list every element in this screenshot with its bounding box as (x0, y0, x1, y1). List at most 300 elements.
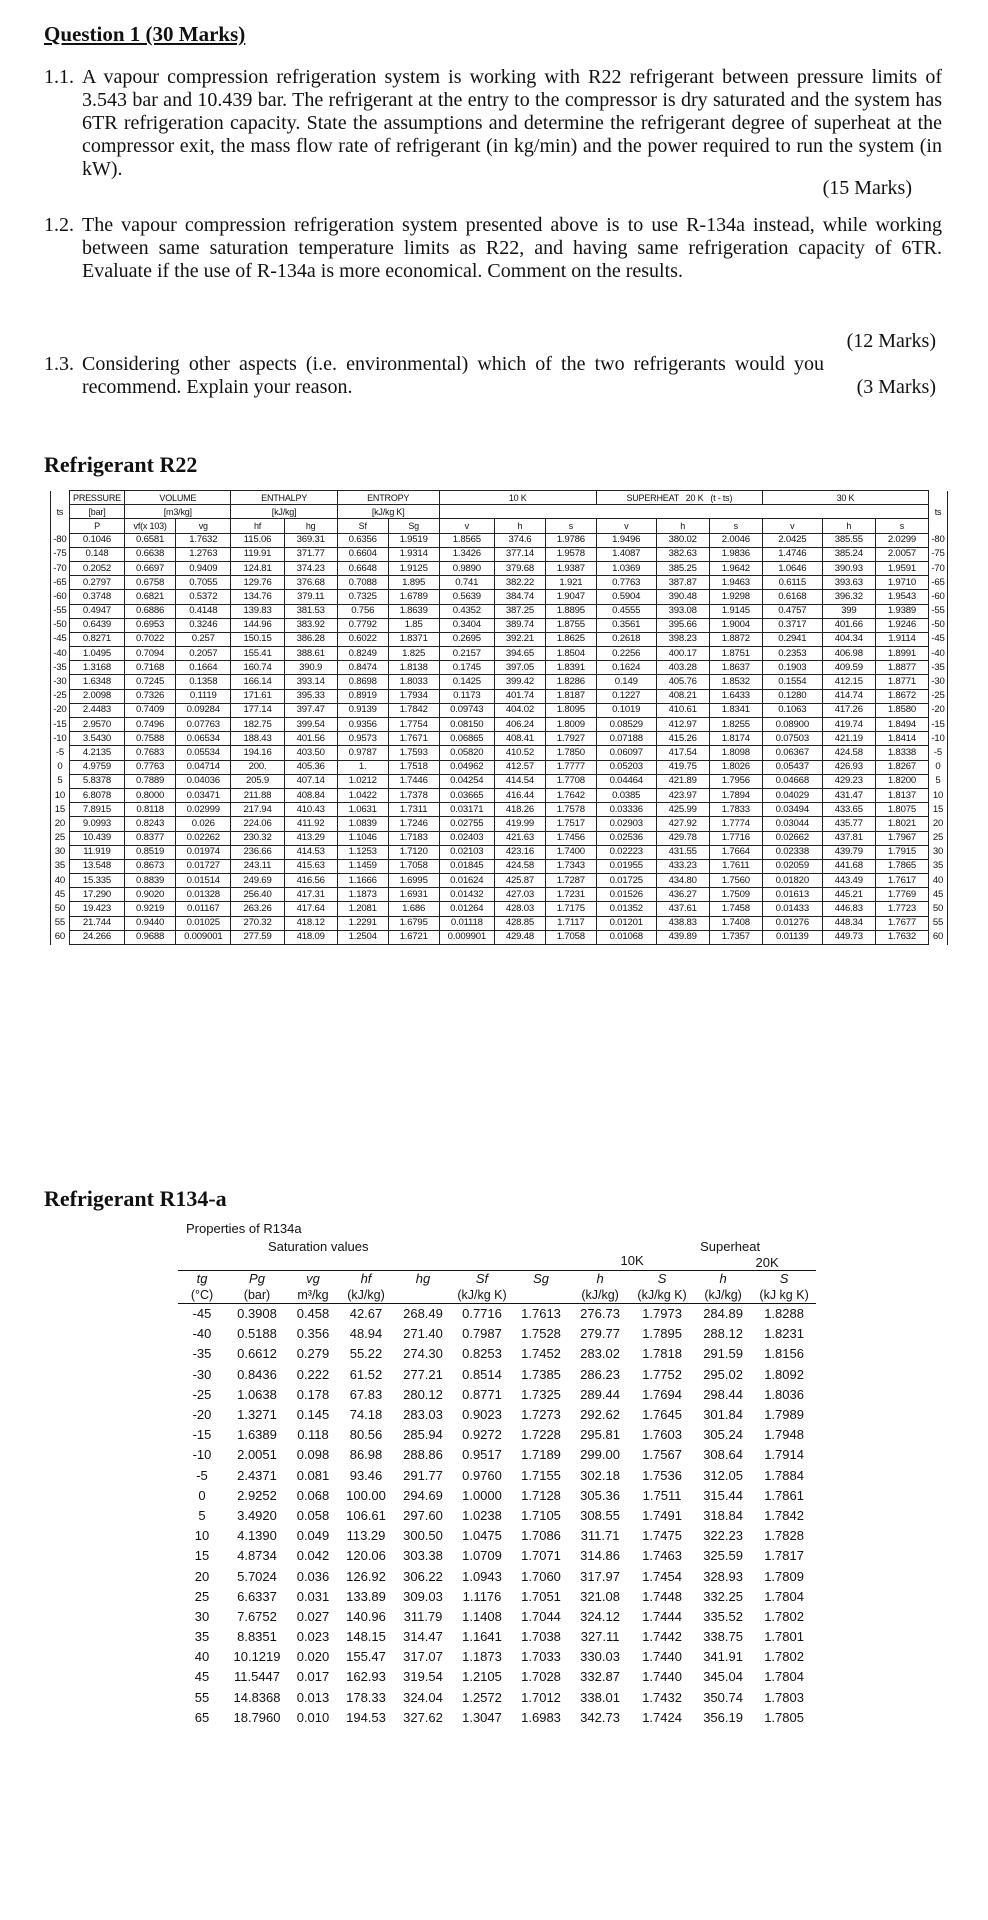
r22-cell: 382.63 (656, 547, 709, 561)
r134a-cell: 306.22 (403, 1568, 443, 1584)
r134a-cell: -40 (192, 1326, 212, 1342)
r22-cell: 200. (231, 760, 284, 774)
r22-cell: 424.58 (494, 859, 545, 873)
r134a-cell: 194.53 (346, 1709, 386, 1725)
r22-cell: 1.9004 (709, 618, 762, 632)
r134a-cell: 1.7442 (642, 1629, 682, 1645)
r134a-cell: 345.04 (703, 1669, 743, 1685)
r22-cell: -25 (51, 689, 70, 703)
r22-cell: 418.09 (284, 930, 337, 944)
r22-cell: 0.2353 (762, 647, 822, 661)
r22-cell: 1.9591 (875, 561, 928, 575)
question-1-1 (44, 66, 942, 181)
r134a-10k-head: 10K (570, 1252, 694, 1271)
r22-cell: 1.7517 (545, 817, 596, 831)
r22-cell: 270.32 (231, 916, 284, 930)
r22-cell: -60 (928, 590, 947, 604)
r22-cell: 115.06 (231, 533, 284, 547)
r22-cell: 1.0422 (337, 788, 388, 802)
r134a-unit-head: (°C) (178, 1287, 226, 1304)
r22-cell: 393.63 (822, 576, 875, 590)
r134a-cell: -10 (192, 1447, 212, 1463)
r134a-cell: 0.8514 (462, 1366, 502, 1382)
r22-sf-symbol: Sf (337, 519, 388, 533)
r22-vf-symbol: vf(x 103) (125, 519, 176, 533)
r22-cell: -25 (928, 689, 947, 703)
r134a-cell: 67.83 (349, 1386, 383, 1402)
r22-cell: 1.8494 (875, 718, 928, 732)
r22-cell: 1.7117 (545, 916, 596, 930)
table-row (178, 1647, 816, 1667)
table-row (51, 874, 948, 888)
table-row (51, 888, 948, 902)
r22-cell: 0.7763 (125, 760, 176, 774)
r134a-unit-head: (kJ/kg K) (452, 1287, 512, 1304)
r22-cell: 0.01139 (762, 930, 822, 944)
r22-cell: 0.3246 (176, 618, 231, 632)
r22-sg-symbol: Sg (388, 519, 439, 533)
r22-cell: 224.06 (231, 817, 284, 831)
r134a-cell: 1.7051 (521, 1588, 561, 1604)
r22-cell: 437.61 (656, 902, 709, 916)
r134a-cell: 335.52 (703, 1608, 743, 1624)
r22-cell: 1.2504 (337, 930, 388, 944)
r134a-cell: -30 (192, 1366, 212, 1382)
r134a-cell: 332.25 (703, 1588, 743, 1604)
r22-cell: 1.8187 (545, 689, 596, 703)
table-row (51, 718, 948, 732)
r22-cell: 0.06097 (596, 746, 656, 760)
r22-cell: 390.93 (822, 561, 875, 575)
r22-cell: 427.92 (656, 817, 709, 831)
r134a-cell: 1.7432 (642, 1689, 682, 1705)
r134a-saturation-label: Saturation values (268, 1239, 369, 1254)
r22-cell: 1.6721 (388, 930, 439, 944)
table-row (178, 1506, 816, 1526)
r134a-cell: 1.0475 (462, 1528, 502, 1544)
r134a-head-blank (178, 1252, 570, 1271)
r22-cell: 1.8672 (875, 689, 928, 703)
r22-cell: 1.9519 (388, 533, 439, 547)
r22-cell: 0.03665 (439, 788, 494, 802)
r134a-cell: 1.0238 (462, 1507, 502, 1523)
r22-cell: 0.01514 (176, 874, 231, 888)
r22-cell: 1.686 (388, 902, 439, 916)
r22-cell: 0.257 (176, 632, 231, 646)
r22-cell: 425.87 (494, 874, 545, 888)
r134a-cell: 1.7128 (521, 1487, 561, 1503)
r22-cell: 412.97 (656, 718, 709, 732)
r22-cell: 1.7593 (388, 746, 439, 760)
r22-cell: 1.4746 (762, 547, 822, 561)
r22-cell: 0.1019 (596, 703, 656, 717)
r22-cell: 0.08900 (762, 718, 822, 732)
r134a-cell: 308.64 (703, 1447, 743, 1463)
table-row (178, 1708, 816, 1728)
r22-cell: 5 (928, 774, 947, 788)
r134a-cell: 286.23 (580, 1366, 620, 1382)
r134a-cell: 1.7895 (642, 1326, 682, 1342)
r134a-cell: 1.7989 (764, 1407, 804, 1423)
r22-cell: 445.21 (822, 888, 875, 902)
r134a-properties-label: Properties of R134a (186, 1221, 302, 1236)
r134a-cell: 1.7528 (521, 1326, 561, 1342)
r22-cell: 1.7287 (545, 874, 596, 888)
r22-cell: 60 (928, 930, 947, 944)
r134a-symbol-head: h (570, 1271, 630, 1288)
r22-cell: 0.3748 (69, 590, 124, 604)
r134a-cell: 294.69 (403, 1487, 443, 1503)
r134a-cell: 324.04 (403, 1689, 443, 1705)
r22-cell: 0.01526 (596, 888, 656, 902)
r134a-cell: 0.118 (297, 1427, 329, 1443)
r22-cell: 0.4555 (596, 604, 656, 618)
r134a-cell: 1.7452 (521, 1346, 561, 1362)
r22-cell: 0.8271 (69, 632, 124, 646)
r22-cell: 0.6638 (125, 547, 176, 561)
r22-cell: 0.1554 (762, 675, 822, 689)
table-row (51, 661, 948, 675)
r22-cell: 0.7496 (125, 718, 176, 732)
r134a-cell: 4.1390 (237, 1528, 277, 1544)
r134a-cell: -25 (192, 1386, 212, 1402)
r22-cell: 177.14 (231, 703, 284, 717)
r134a-cell: 0.058 (296, 1507, 330, 1523)
r134a-cell: 271.40 (403, 1326, 443, 1342)
r134a-cell: 1.7071 (521, 1548, 561, 1564)
r22-cell: 426.93 (822, 760, 875, 774)
r22-cell: 1.8755 (545, 618, 596, 632)
r134a-symbol-head: Sg (512, 1271, 570, 1288)
table-row (51, 859, 948, 873)
r22-cell: 1.7518 (388, 760, 439, 774)
r22-cell: 1.8341 (709, 703, 762, 717)
r22-cell: 1.0369 (596, 561, 656, 575)
r134a-20k-label: 20K (755, 1255, 779, 1270)
r22-cell: 416.44 (494, 788, 545, 802)
r134a-symbol-head: Sf (452, 1271, 512, 1288)
r22-cell: 0.04668 (762, 774, 822, 788)
r134a-cell: 1.8036 (764, 1386, 804, 1402)
r134a-cell: 1.7444 (642, 1608, 682, 1624)
r134a-cell: 1.7038 (521, 1629, 561, 1645)
r22-cell: -75 (51, 547, 70, 561)
r134a-cell: 0.020 (296, 1649, 330, 1665)
r134a-cell: 321.08 (580, 1588, 620, 1604)
table-row (178, 1324, 816, 1344)
r134a-cell: 1.7086 (521, 1528, 561, 1544)
r134a-cell: 1.7511 (642, 1487, 682, 1503)
r134a-cell: 0.049 (296, 1528, 330, 1544)
r134a-cell: 148.15 (346, 1629, 386, 1645)
r134a-unit-row (178, 1287, 816, 1304)
r22-volume-unit: [m3/kg] (125, 505, 231, 519)
r22-cell: 0.6953 (125, 618, 176, 632)
r134a-cell: 341.91 (703, 1649, 743, 1665)
r134a-title: Refrigerant R134-a (44, 1186, 227, 1211)
r22-enthalpy-unit: [kJ/kg] (231, 505, 337, 519)
r22-cell: 1.9463 (709, 576, 762, 590)
r22-cell: 0.026 (176, 817, 231, 831)
r22-cell: 0.3404 (439, 618, 494, 632)
r22-ts-sym-blank (51, 519, 70, 533)
r22-cell: 1.6433 (709, 689, 762, 703)
r134a-cell: 1.2572 (462, 1689, 502, 1705)
r134a-cell: 1.7448 (642, 1588, 682, 1604)
r134a-cell: 100.00 (346, 1487, 386, 1503)
r22-cell: -20 (51, 703, 70, 717)
r22-cell: -5 (928, 746, 947, 760)
r22-cell: 434.80 (656, 874, 709, 888)
r134a-cell: 1.7475 (642, 1528, 682, 1544)
r22-cell: 1.9145 (709, 604, 762, 618)
r22-cell: 0.8673 (125, 859, 176, 873)
r22-cell: 1.7723 (875, 902, 928, 916)
r22-cell: 0.03336 (596, 803, 656, 817)
r22-cell: 0.756 (337, 604, 388, 618)
r22-cell: 0.4757 (762, 604, 822, 618)
r22-cell: 379.11 (284, 590, 337, 604)
r22-cell: 409.59 (822, 661, 875, 675)
r22-cell: 0.7683 (125, 746, 176, 760)
r22-cell: 415.63 (284, 859, 337, 873)
r22-cell: 448.34 (822, 916, 875, 930)
r22-cell: -40 (928, 647, 947, 661)
r134a-cell: 302.18 (580, 1467, 620, 1483)
r22-cell: -80 (51, 533, 70, 547)
r22-cell: 0.9573 (337, 732, 388, 746)
r22-cell: 419.75 (656, 760, 709, 774)
r22-cell: 0.8243 (125, 817, 176, 831)
r22-cell: 0.9440 (125, 916, 176, 930)
r134a-cell: 0.042 (296, 1548, 330, 1564)
r22-cell: 0.7763 (596, 576, 656, 590)
r22-cell: 431.47 (822, 788, 875, 802)
r22-v30-symbol: v (762, 519, 822, 533)
r22-cell: 0.741 (439, 576, 494, 590)
r134a-cell: 5.7024 (237, 1568, 277, 1584)
r22-cell: 230.32 (231, 831, 284, 845)
r22-cell: 0.04464 (596, 774, 656, 788)
r22-cell: 407.14 (284, 774, 337, 788)
table-row (178, 1466, 816, 1486)
r134a-cell: 1.7973 (642, 1306, 682, 1322)
r22-cell: 119.91 (231, 547, 284, 561)
r134a-cell: -35 (192, 1346, 212, 1362)
r22-cell: 397.47 (284, 703, 337, 717)
r22-cell: 1.1046 (337, 831, 388, 845)
r22-volume-head: VOLUME (125, 491, 231, 505)
r134a-cell: -15 (192, 1427, 212, 1443)
r22-cell: 50 (928, 902, 947, 916)
r134a-cell: 1.7325 (521, 1386, 561, 1402)
r22-cell: 413.29 (284, 831, 337, 845)
r22-cell: 1.9389 (875, 604, 928, 618)
r22-cell: 0.6168 (762, 590, 822, 604)
r22-cell: 0.01167 (176, 902, 231, 916)
r22-cell: 1.9246 (875, 618, 928, 632)
table-row (51, 576, 948, 590)
r22-cell: 385.24 (822, 547, 875, 561)
r22-cell: 1.2081 (337, 902, 388, 916)
r22-cell: 0.05437 (762, 760, 822, 774)
r134a-cell: 1.6389 (237, 1427, 277, 1443)
r22-cell: -55 (51, 604, 70, 618)
r134a-cell: 0.6612 (237, 1346, 277, 1362)
r134a-cell: 5 (198, 1507, 206, 1523)
r22-cell: 387.87 (656, 576, 709, 590)
r134a-cell: 274.30 (403, 1346, 443, 1362)
r22-cell: 0.9219 (125, 902, 176, 916)
r22-cell: 249.69 (231, 874, 284, 888)
r22-cell: 1.7671 (388, 732, 439, 746)
r22-cell: 1.0495 (69, 647, 124, 661)
r134a-cell: 15 (194, 1548, 210, 1564)
r22-cell: 1.7967 (875, 831, 928, 845)
r22-cell: 1.8771 (875, 675, 928, 689)
r134a-cell: 1.0709 (462, 1548, 502, 1564)
table-row (51, 547, 948, 561)
r134a-table-body (178, 1304, 816, 1728)
r22-cell: 1.9642 (709, 561, 762, 575)
r22-cell: 0.04029 (762, 788, 822, 802)
r22-20k-label: 20 K (685, 492, 704, 503)
r22-cell: 1.7343 (545, 859, 596, 873)
r22-cell: -10 (51, 732, 70, 746)
r22-cell: 377.14 (494, 547, 545, 561)
r22-cell: 171.61 (231, 689, 284, 703)
r22-cell: 428.03 (494, 902, 545, 916)
r22-cell: 0.8000 (125, 788, 176, 802)
r22-cell: 0.5639 (439, 590, 494, 604)
r22-cell: 160.74 (231, 661, 284, 675)
r22-cell: 0.01068 (596, 930, 656, 944)
r22-cell: 0.7168 (125, 661, 176, 675)
r134a-cell: 48.94 (349, 1326, 383, 1342)
r22-cell: 50 (51, 902, 70, 916)
r22-cell: 388.61 (284, 647, 337, 661)
r22-cell: 385.25 (656, 561, 709, 575)
r134a-cell: 268.49 (403, 1306, 443, 1322)
r134a-cell: 55 (194, 1689, 210, 1705)
r22-cell: 0.7792 (337, 618, 388, 632)
r22-cell: 15 (928, 803, 947, 817)
r22-cell: 1.2763 (176, 547, 231, 561)
r22-cell: 1.9836 (709, 547, 762, 561)
r134a-cell: 0.027 (296, 1608, 330, 1624)
r22-cell: 421.63 (494, 831, 545, 845)
r22-cell: -55 (928, 604, 947, 618)
r22-cell: 211.88 (231, 788, 284, 802)
r134a-cell: -45 (192, 1306, 212, 1322)
r22-cell: 0.01432 (439, 888, 494, 902)
r22-cell: 150.15 (231, 632, 284, 646)
r22-cell: 404.02 (494, 703, 545, 717)
r134a-cell: 1.7012 (521, 1689, 561, 1705)
r22-cell: -30 (51, 675, 70, 689)
r22-cell: 414.54 (494, 774, 545, 788)
r134a-cell: 1.6983 (521, 1709, 561, 1725)
r134a-cell: 1.7801 (764, 1629, 804, 1645)
r134a-cell: 284.89 (703, 1306, 743, 1322)
r134a-cell: 1.7817 (764, 1548, 804, 1564)
r22-cell: 0.01613 (762, 888, 822, 902)
table-row (51, 689, 948, 703)
table-row (51, 930, 948, 944)
r22-cell: -40 (51, 647, 70, 661)
r22-hg-symbol: hg (284, 519, 337, 533)
r22-cell: 1.8033 (388, 675, 439, 689)
r22-cell: 1.3168 (69, 661, 124, 675)
r22-cell: 0.1425 (439, 675, 494, 689)
r134a-cell: 1.7809 (764, 1568, 804, 1584)
r134a-cell: 120.06 (346, 1548, 386, 1564)
r22-cell: 0.02338 (762, 845, 822, 859)
r134a-cell: 308.55 (580, 1507, 620, 1523)
r22-cell: 0.7325 (337, 590, 388, 604)
r22-cell: 205.9 (231, 774, 284, 788)
r22-cell: 0.5904 (596, 590, 656, 604)
table-row (178, 1667, 816, 1687)
r134a-cell: 279.77 (580, 1326, 620, 1342)
r22-cell: 166.14 (231, 675, 284, 689)
r134a-cell: 155.47 (346, 1649, 386, 1665)
r134a-cell: 1.7752 (642, 1366, 682, 1382)
r134a-cell: -5 (196, 1467, 208, 1483)
r22-cell: 419.99 (494, 817, 545, 831)
r134a-cell: 3.4920 (237, 1507, 277, 1523)
r22-cell: 401.56 (284, 732, 337, 746)
r22-cell: 2.4483 (69, 703, 124, 717)
r22-cell: 398.23 (656, 632, 709, 646)
r22-cell: 1.7231 (545, 888, 596, 902)
r22-cell: -5 (51, 746, 70, 760)
r22-hf-symbol: hf (231, 519, 284, 533)
r134a-cell: -20 (192, 1407, 212, 1423)
r134a-cell: 288.12 (703, 1326, 743, 1342)
r22-cell: 1.3426 (439, 547, 494, 561)
r22-cell: 441.68 (822, 859, 875, 873)
r22-cell: 408.84 (284, 788, 337, 802)
r22-cell: 410.52 (494, 746, 545, 760)
r22-cell: 40 (928, 874, 947, 888)
r134a-cell: 283.02 (580, 1346, 620, 1362)
r134a-cell: 289.44 (580, 1386, 620, 1402)
r22-cell: 2.9570 (69, 718, 124, 732)
r22-cell: 0.06367 (762, 746, 822, 760)
r22-cell: 0.6758 (125, 576, 176, 590)
r134a-cell: 338.75 (703, 1629, 743, 1645)
r22-cell: 1.2291 (337, 916, 388, 930)
table-row (51, 533, 948, 547)
r134a-cell: 280.12 (403, 1386, 443, 1402)
r22-cell: 139.83 (231, 604, 284, 618)
r22-cell: 1.6931 (388, 888, 439, 902)
r22-cell: -45 (928, 632, 947, 646)
r134a-cell: 1.0638 (237, 1386, 277, 1402)
r134a-cell: 0.8436 (237, 1366, 277, 1382)
r22-cell: 399 (822, 604, 875, 618)
r134a-cell: 1.7861 (764, 1487, 804, 1503)
r22-cell: 1.7664 (709, 845, 762, 859)
r134a-cell: 1.1176 (462, 1588, 502, 1604)
r22-cell: 1.7509 (709, 888, 762, 902)
r22-entropy-unit: [kJ/kg K] (337, 505, 439, 519)
r22-cell: 1.7769 (875, 888, 928, 902)
r22-cell: 124.81 (231, 561, 284, 575)
r134a-cell: 1.8231 (764, 1326, 804, 1342)
r22-cell: 0.01725 (596, 874, 656, 888)
